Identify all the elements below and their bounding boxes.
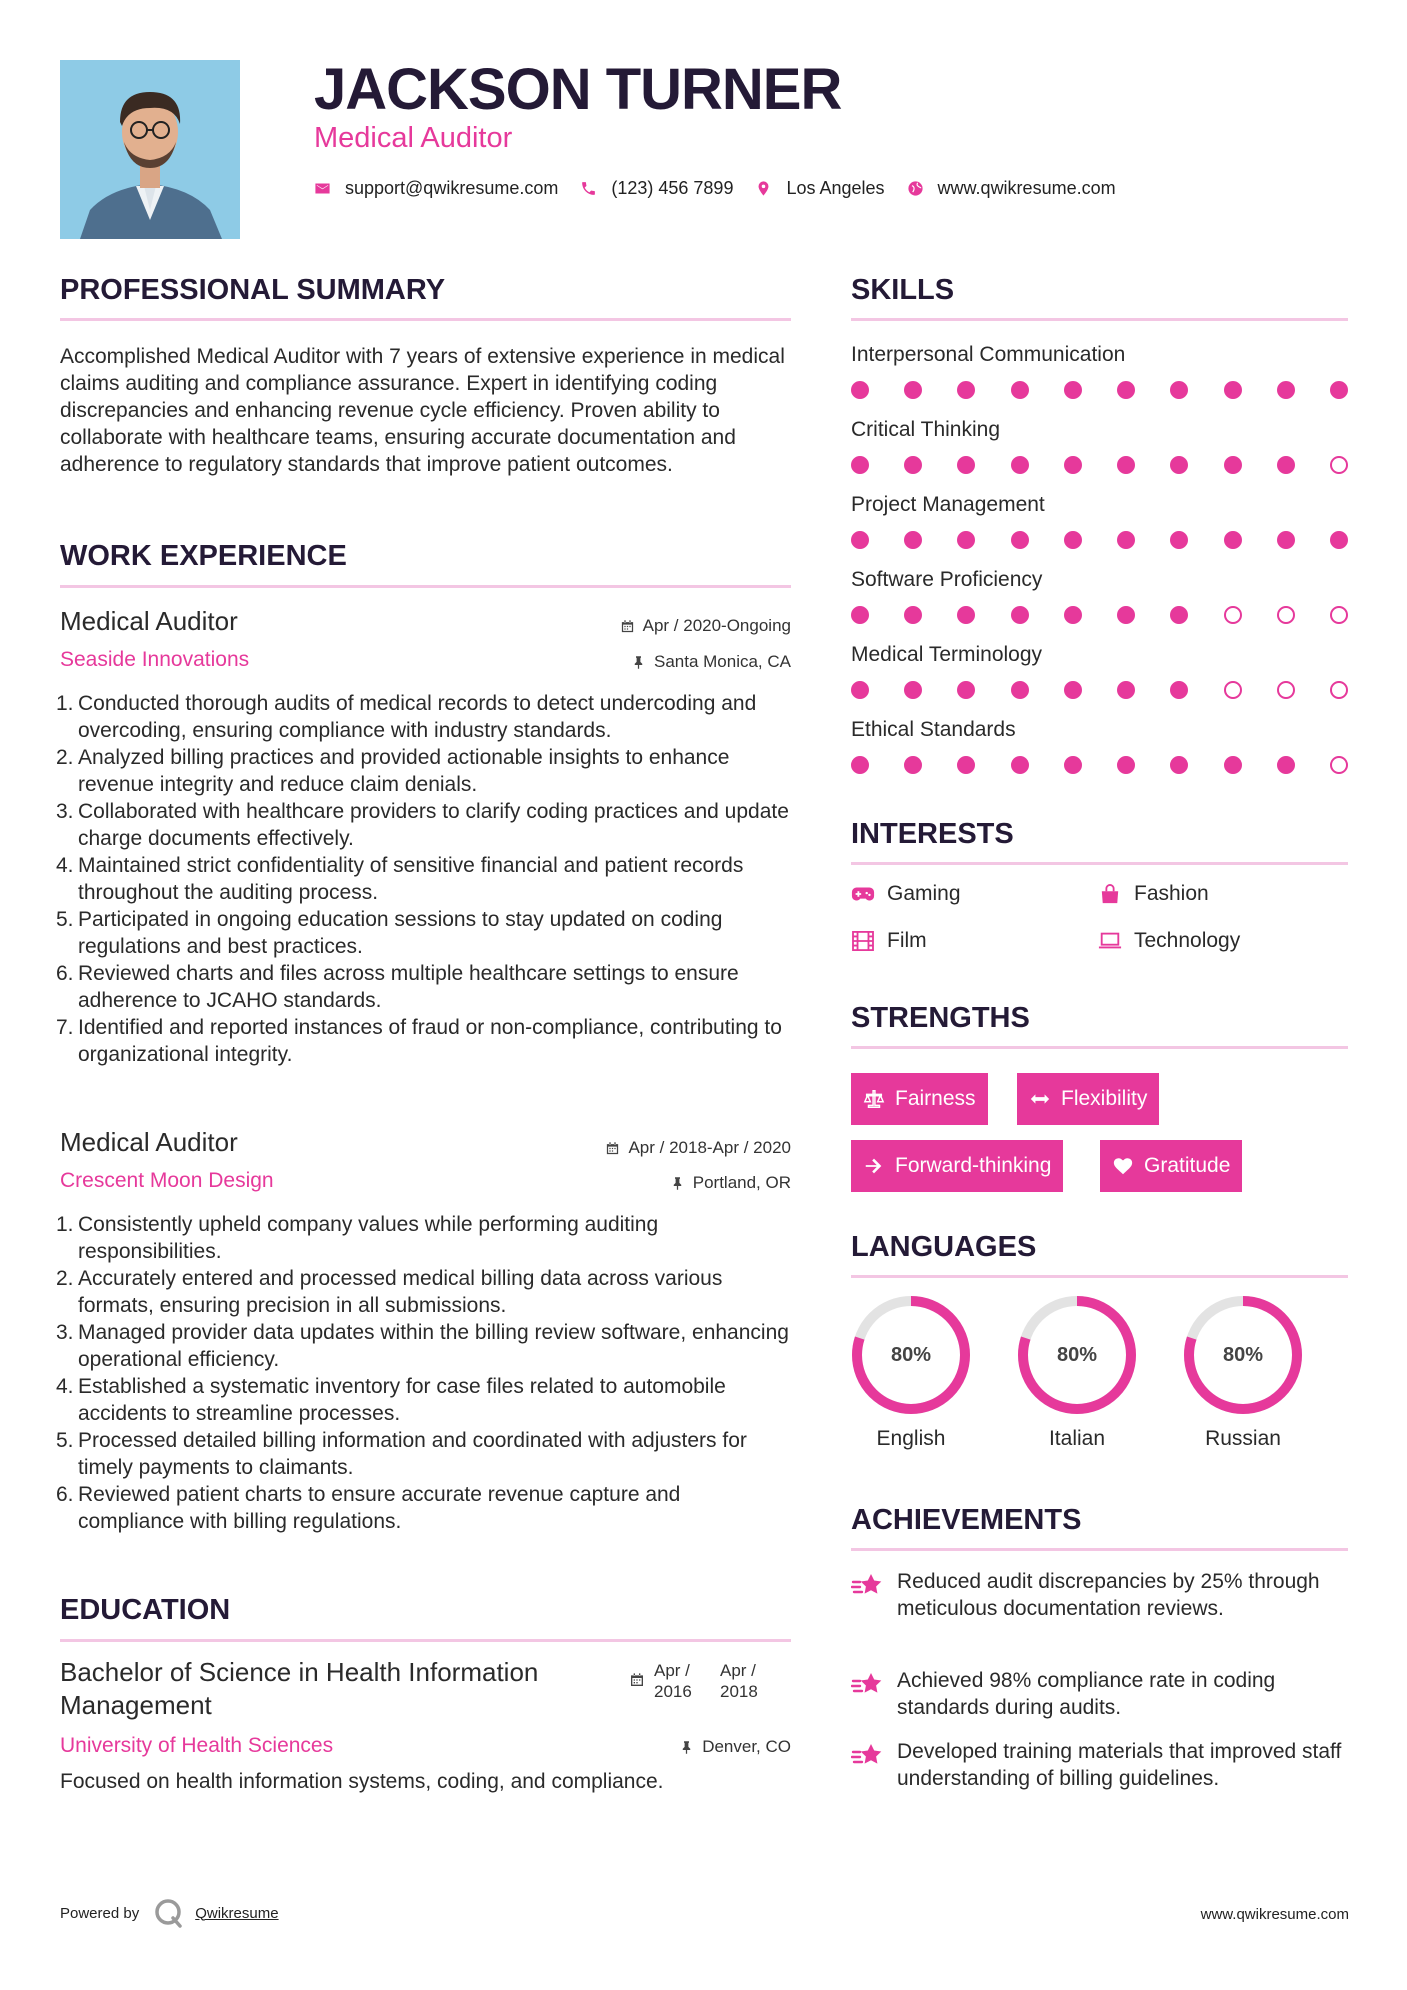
list-item: 7. Identified and reported instances of fraud or non-compliance, contributing to organizational integrity.	[56, 1016, 782, 1066]
candidate-role: Medical Auditor	[314, 122, 513, 154]
rating-dot-filled	[1170, 531, 1188, 549]
list-item: 2. Analyzed billing practices and provided actionable insights to enhance revenue integrity and reduce claim denials.	[56, 746, 730, 796]
achievement-item	[851, 1667, 1351, 1721]
profile-photo	[60, 60, 240, 239]
rating-dot-filled	[1330, 381, 1348, 399]
rating-dot-filled	[1224, 756, 1242, 774]
contact-website[interactable]	[907, 178, 1116, 199]
education-location-text: Denver, CO	[702, 1737, 791, 1756]
pushpin-icon	[670, 1176, 685, 1191]
balance-scale-icon	[863, 1088, 885, 1110]
education-divider	[60, 1639, 791, 1642]
languages-heading: LANGUAGES	[851, 1231, 1037, 1263]
education-degree: Bachelor of Science in Health Information Management	[60, 1657, 539, 1720]
qwikresume-logo-icon	[153, 1897, 185, 1929]
job-1-location	[631, 652, 791, 672]
candidate-name: JACKSON TURNER	[314, 57, 842, 122]
language-percent: 80%	[890, 1343, 932, 1366]
language-item	[1015, 1293, 1139, 1451]
rating-dot-filled	[1224, 531, 1242, 549]
interest-label: Film	[887, 929, 927, 952]
summary-heading: PROFESSIONAL SUMMARY	[60, 274, 446, 306]
rating-dot-empty	[1330, 456, 1348, 474]
interest-gaming	[851, 882, 961, 906]
education-end-date	[720, 1660, 758, 1702]
pushpin-icon	[631, 655, 646, 670]
skills-heading: SKILLS	[851, 274, 955, 306]
list-item: 1. Consistently upheld company values while performing auditing responsibilities.	[56, 1213, 659, 1263]
list-item: 2. Accurately entered and processed medical billing data across various formats, ensuring precision in all submissions.	[56, 1267, 723, 1317]
skill-name: Critical Thinking	[851, 418, 1000, 441]
interest-label: Gaming	[887, 882, 961, 905]
education-start-month: Apr /	[654, 1661, 690, 1680]
languages-divider	[851, 1275, 1348, 1278]
education-heading: EDUCATION	[60, 1594, 231, 1626]
calendar-icon	[620, 619, 635, 634]
pushpin-icon	[679, 1740, 694, 1755]
laptop-icon	[1098, 931, 1122, 951]
rating-dot-filled	[1117, 756, 1135, 774]
rating-dot-filled	[1224, 456, 1242, 474]
skill-name: Interpersonal Communication	[851, 343, 1126, 366]
rating-dot-filled	[957, 756, 975, 774]
heart-icon	[1112, 1155, 1134, 1177]
rating-dot-empty	[1330, 756, 1348, 774]
education-end-month: Apr /	[720, 1661, 756, 1680]
calendar-icon	[605, 1141, 620, 1156]
rating-dot-filled	[904, 531, 922, 549]
rating-dot-filled	[957, 531, 975, 549]
rating-dot-filled	[1170, 681, 1188, 699]
skill-rating	[851, 681, 1348, 699]
job-2-dates	[605, 1138, 791, 1158]
website-text: www.qwikresume.com	[937, 178, 1116, 198]
language-percent: 80%	[1222, 1343, 1264, 1366]
strength-label: Fairness	[895, 1087, 976, 1110]
rating-dot-filled	[1011, 606, 1029, 624]
job-1-title: Medical Auditor	[60, 606, 238, 636]
job-2-title: Medical Auditor	[60, 1127, 238, 1157]
strength-flexibility	[1017, 1073, 1159, 1125]
rating-dot-filled	[1117, 381, 1135, 399]
summary-divider	[60, 318, 791, 321]
rating-dot-filled	[957, 606, 975, 624]
rating-dot-filled	[1277, 381, 1295, 399]
language-item	[1181, 1293, 1305, 1451]
rating-dot-filled	[1011, 681, 1029, 699]
powered-by-text: Powered by	[60, 1904, 140, 1922]
language-name: Russian	[1205, 1427, 1281, 1450]
shooting-star-icon	[851, 1570, 885, 1600]
job-2-company: Crescent Moon Design	[60, 1169, 274, 1192]
envelope-icon	[314, 180, 331, 197]
job-1-bullets	[56, 690, 790, 1068]
rating-dot-filled	[957, 456, 975, 474]
list-item: 3. Collaborated with healthcare providers to clarify coding practices and update charge documents effectively.	[56, 800, 789, 850]
location-text: Los Angeles	[786, 178, 885, 198]
strength-forward-thinking	[851, 1140, 1063, 1192]
job-2-location	[670, 1173, 791, 1193]
strength-gratitude	[1100, 1140, 1242, 1192]
rating-dot-filled	[1064, 456, 1082, 474]
shooting-star-icon	[851, 1740, 885, 1770]
list-item: 4. Maintained strict confidentiality of sensitive financial and patient records throughout the auditing process.	[56, 854, 744, 904]
summary-text: Accomplished Medical Auditor with 7 years of extensive experience in medical claims auditing and compliance assurance. Expert in identifying coding discrepancies and enhancing revenue cycle efficiency. Proven ability to collaborate with healthcare teams, ensuring accurate documentation and adherence to regulatory standards that improve patient outcomes.	[60, 345, 785, 476]
phone-icon	[580, 180, 597, 197]
achievement-text: Achieved 98% compliance rate in coding standards during audits.	[897, 1669, 1276, 1719]
rating-dot-filled	[1224, 381, 1242, 399]
language-item	[849, 1293, 973, 1451]
rating-dot-filled	[1117, 531, 1135, 549]
film-icon	[851, 931, 875, 951]
email-text: support@qwikresume.com	[345, 178, 559, 198]
skill-name: Medical Terminology	[851, 643, 1043, 666]
job-1-dates-text: Apr / 2020-Ongoing	[642, 616, 791, 635]
calendar-icon	[629, 1672, 645, 1688]
rating-dot-filled	[851, 756, 869, 774]
achievement-text: Developed training materials that improved staff understanding of billing guidelines.	[897, 1740, 1342, 1790]
interest-technology	[1098, 929, 1240, 953]
strength-fairness	[851, 1073, 988, 1125]
interests-heading: INTERESTS	[851, 818, 1014, 850]
rating-dot-filled	[1011, 456, 1029, 474]
list-item: 1. Conducted thorough audits of medical records to detect undercoding and overcoding, ensuring compliance with industry standards.	[56, 692, 757, 742]
education-location	[679, 1737, 791, 1757]
list-item: 6. Reviewed charts and files across multiple healthcare settings to ensure adherence to JCAHO standards.	[56, 962, 739, 1012]
interest-label: Technology	[1134, 929, 1241, 952]
rating-dot-filled	[1170, 756, 1188, 774]
achievements-divider	[851, 1548, 1348, 1551]
rating-dot-empty	[1277, 606, 1295, 624]
job-2-location-text: Portland, OR	[692, 1173, 791, 1192]
shooting-star-icon	[851, 1669, 885, 1699]
experience-heading: WORK EXPERIENCE	[60, 540, 347, 572]
skill-rating	[851, 756, 1348, 774]
rating-dot-filled	[957, 681, 975, 699]
skill-name: Ethical Standards	[851, 718, 1016, 741]
rating-dot-filled	[1064, 756, 1082, 774]
rating-dot-empty	[1330, 681, 1348, 699]
rating-dot-filled	[1064, 381, 1082, 399]
rating-dot-filled	[1277, 756, 1295, 774]
contact-location	[755, 178, 884, 199]
phone-text: (123) 456 7899	[611, 178, 734, 198]
language-name: Italian	[1048, 1427, 1106, 1450]
rating-dot-filled	[1117, 456, 1135, 474]
education-start-year: 2016	[654, 1682, 692, 1701]
list-item: 3. Managed provider data updates within the billing review software, enhancing operational efficiency.	[56, 1321, 789, 1371]
list-item: 6. Reviewed patient charts to ensure accurate revenue capture and compliance with billing regulations.	[56, 1483, 681, 1533]
qwikresume-link[interactable]: Qwikresume	[195, 1904, 279, 1922]
education-description: Focused on health information systems, coding, and compliance.	[60, 1770, 664, 1793]
rating-dot-filled	[1277, 456, 1295, 474]
interest-label: Fashion	[1134, 882, 1209, 905]
skills-divider	[851, 318, 1348, 321]
list-item: 5. Participated in ongoing education sessions to stay updated on coding regulations and best practices.	[56, 908, 723, 958]
list-item: 4. Established a systematic inventory for case files related to automobile accidents to streamline processes.	[56, 1375, 726, 1425]
strengths-divider	[851, 1046, 1348, 1049]
contact-email[interactable]	[314, 178, 558, 199]
language-name: English	[876, 1427, 946, 1450]
rating-dot-filled	[904, 681, 922, 699]
rating-dot-filled	[957, 381, 975, 399]
skill-rating	[851, 531, 1348, 549]
rating-dot-filled	[851, 531, 869, 549]
rating-dot-filled	[851, 606, 869, 624]
rating-dot-filled	[1117, 681, 1135, 699]
rating-dot-filled	[904, 381, 922, 399]
job-2-bullets	[56, 1211, 790, 1535]
interests-divider	[851, 862, 1348, 865]
rating-dot-filled	[1064, 531, 1082, 549]
language-percent: 80%	[1056, 1343, 1098, 1366]
job-1-company: Seaside Innovations	[60, 648, 250, 671]
interest-fashion	[1098, 882, 1209, 906]
job-1-dates	[620, 616, 791, 636]
achievements-heading: ACHIEVEMENTS	[851, 1504, 1082, 1536]
achievement-item	[851, 1738, 1351, 1792]
rating-dot-empty	[1330, 606, 1348, 624]
rating-dot-empty	[1224, 681, 1242, 699]
skill-rating	[851, 381, 1348, 399]
list-item: 5. Processed detailed billing information and coordinated with adjusters for timely payments to claimants.	[56, 1429, 747, 1479]
job-1-location-text: Santa Monica, CA	[653, 652, 791, 671]
education-school: University of Health Sciences	[60, 1734, 334, 1757]
map-pin-icon	[755, 180, 772, 197]
rating-dot-filled	[1064, 681, 1082, 699]
arrows-horizontal-icon	[1029, 1088, 1051, 1110]
contact-bar	[314, 178, 1138, 199]
strength-label: Gratitude	[1144, 1154, 1231, 1177]
education-start-date	[654, 1660, 692, 1702]
skill-name: Project Management	[851, 493, 1045, 516]
achievement-text: Reduced audit discrepancies by 25% through meticulous documentation reviews.	[897, 1570, 1320, 1620]
rating-dot-filled	[1064, 606, 1082, 624]
interest-film	[851, 929, 927, 953]
skill-rating	[851, 606, 1348, 624]
rating-dot-filled	[1011, 381, 1029, 399]
skill-rating	[851, 456, 1348, 474]
gamepad-icon	[851, 884, 875, 904]
rating-dot-filled	[851, 381, 869, 399]
rating-dot-filled	[1170, 606, 1188, 624]
rating-dot-filled	[1117, 606, 1135, 624]
strength-label: Flexibility	[1061, 1087, 1148, 1110]
shopping-bag-icon	[1098, 884, 1122, 904]
rating-dot-filled	[851, 681, 869, 699]
rating-dot-filled	[1170, 381, 1188, 399]
skill-name: Software Proficiency	[851, 568, 1043, 591]
job-2-dates-text: Apr / 2018-Apr / 2020	[628, 1138, 791, 1157]
education-end-year: 2018	[720, 1682, 758, 1701]
rating-dot-filled	[1330, 531, 1348, 549]
achievement-item	[851, 1568, 1351, 1622]
footer-website[interactable]: www.qwikresume.com	[1200, 1906, 1349, 1923]
strength-label: Forward-thinking	[895, 1154, 1052, 1177]
rating-dot-filled	[1011, 531, 1029, 549]
footer-powered-by	[60, 1897, 279, 1929]
contact-phone[interactable]	[580, 178, 733, 199]
experience-divider	[60, 585, 791, 588]
rating-dot-filled	[904, 456, 922, 474]
rating-dot-filled	[1277, 531, 1295, 549]
rating-dot-filled	[1011, 756, 1029, 774]
rating-dot-filled	[904, 606, 922, 624]
rating-dot-filled	[851, 456, 869, 474]
rating-dot-filled	[1170, 456, 1188, 474]
strengths-heading: STRENGTHS	[851, 1002, 1030, 1034]
rating-dot-filled	[904, 756, 922, 774]
rating-dot-empty	[1277, 681, 1295, 699]
arrow-right-icon	[863, 1155, 885, 1177]
globe-icon	[907, 180, 924, 197]
rating-dot-empty	[1224, 606, 1242, 624]
